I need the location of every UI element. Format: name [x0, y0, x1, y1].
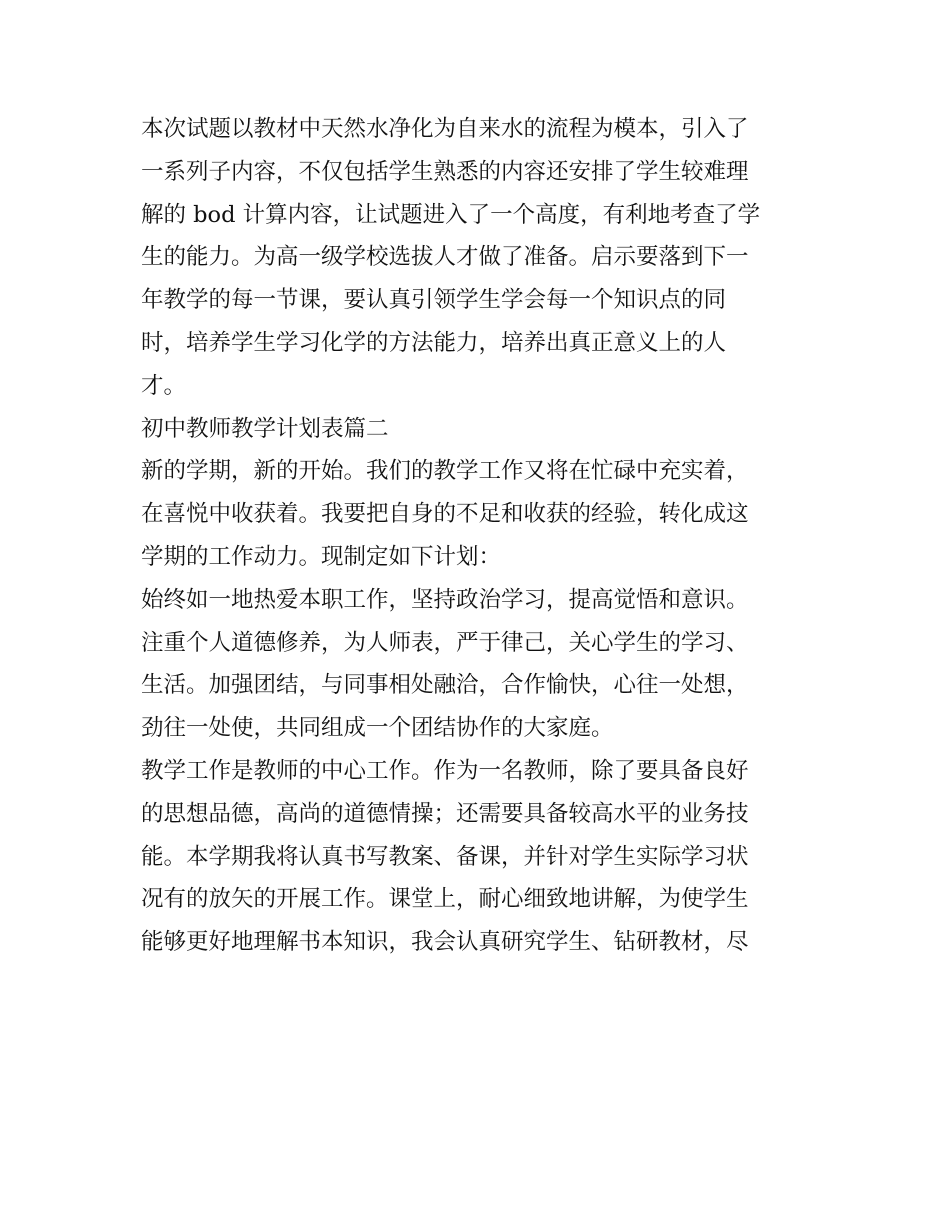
text-line: 的思想品德，高尚的道德情操；还需要具备较高水平的业务技: [141, 800, 749, 827]
section-heading: 初中教师教学计划表篇二: [141, 415, 389, 442]
text-line: 本次试题以教材中天然水净化为自来水的流程为模本，引入了: [141, 116, 749, 142]
text-line: 年教学的每一节课，要认真引领学生学会每一个知识点的同: [141, 287, 727, 314]
text-line: 解的 bod 计算内容，让试题进入了一个高度，有利地考查了学: [141, 201, 761, 228]
text-line: 才。: [141, 372, 187, 399]
text-line: 学期的工作动力。现制定如下计划：: [141, 543, 502, 570]
text-line: 况有的放矢的开展工作。课堂上，耐心细致地讲解，为使学生: [141, 886, 749, 913]
text-line: 一系列子内容，不仅包括学生熟悉的内容还安排了学生较难理: [141, 158, 749, 185]
text-line: 能。本学期我将认真书写教案、备课，并针对学生实际学习状: [141, 843, 749, 870]
text-line: 时，培养学生学习化学的方法能力，培养出真正意义上的人: [141, 329, 727, 356]
text-line: 生活。加强团结，与同事相处融洽，合作愉快，心往一处想，: [141, 672, 749, 699]
text-line: 新的学期，新的开始。我们的教学工作又将在忙碌中充实着，: [141, 458, 749, 485]
text-line: 注重个人道德修养，为人师表，严于律己，关心学生的学习、: [141, 629, 749, 656]
text-line: 始终如一地热爱本职工作，坚持政治学习，提高觉悟和意识。: [141, 586, 749, 613]
text-line: 在喜悦中收获着。我要把自身的不足和收获的经验，转化成这: [141, 501, 749, 528]
text-line: 生的能力。为高一级学校选拔人才做了准备。启示要落到下一: [141, 244, 749, 271]
document-body: [141, 108, 821, 964]
text-line: 劲往一处使，共同组成一个团结协作的大家庭。: [141, 715, 614, 742]
text-line: 能够更好地理解书本知识，我会认真研究学生、钻研教材，尽: [141, 929, 749, 956]
text-line: 教学工作是教师的中心工作。作为一名教师，除了要具备良好: [141, 757, 749, 784]
